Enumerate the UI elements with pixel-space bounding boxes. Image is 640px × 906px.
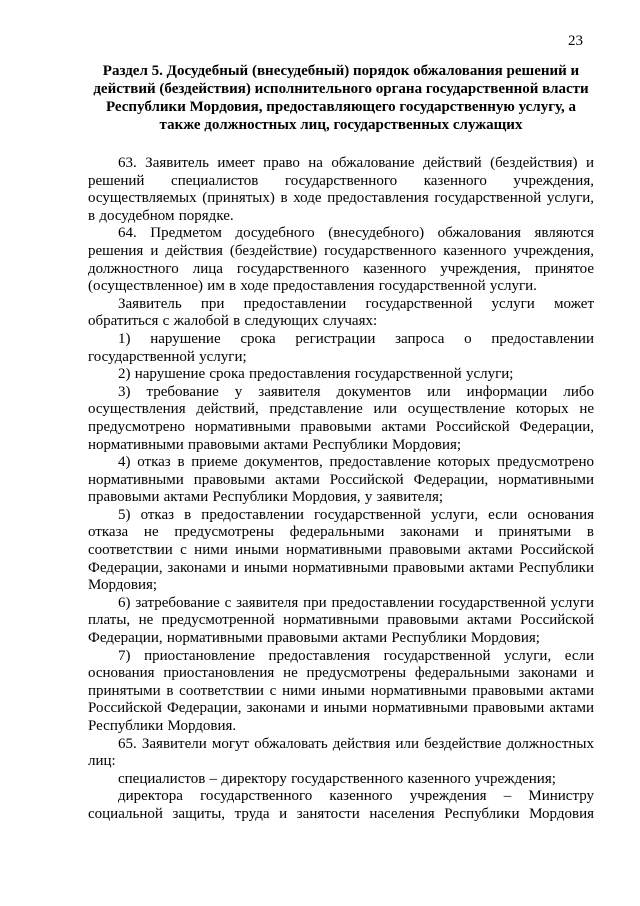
list-item-1: 1) нарушение срока регистрации запроса о предоставлении государственной услуги; — [88, 330, 594, 365]
list-item-4: 4) отказ в приеме документов, предоставление которых предусмотрено нормативными правовыми актами Российской Федерации, нормативными правовыми актами Республики Мордовия, у заявителя; — [88, 454, 594, 506]
section-title: Раздел 5. Досудебный (внесудебный) порядок обжалования решений и действий (бездействия) исполнительного органа государственной власти Республики Мордовия, предоставляющего государственную услугу, а также должностных лиц, государственных служащих — [93, 63, 589, 133]
paragraph-65: 65. Заявители могут обжаловать действия или бездействие должностных лиц: — [88, 735, 594, 770]
list-item-2: 2) нарушение срока предоставления государственной услуги; — [118, 366, 514, 383]
paragraph-officials-specialists: специалистов – директору государственного казенного учреждения; — [118, 770, 556, 787]
list-item-3: 3) требование у заявителя документов или информации либо осуществления действий, представление или осуществление которых не предусмотрено нормативными правовыми актами Российской Федерации, нормативными правовыми актами Республики Мордовия; — [88, 383, 594, 453]
document-body — [88, 155, 594, 824]
paragraph-officials-director: директора государственного казенного учреждения – Министру социальной защиты, труда и занятости населения Республики Мордовия — [88, 788, 594, 822]
page-number: 23 — [568, 33, 583, 49]
list-item-5: 5) отказ в предоставлении государственной услуги, если основания отказа не предусмотрены федеральными законами и принятыми в соответствии с ними иными нормативными правовыми актами Российской Федерации, законами и иными нормативными правовыми актами Республики Мордовия; — [88, 506, 594, 594]
list-item-7: 7) приостановление предоставления государственной услуги, если основания приостановления не предусмотрены федеральными законами и принятыми в соответствии с ними иными нормативными правовыми актами Российской Федерации, законами и иными нормативными правовыми актами Республики Мордовия. — [88, 647, 594, 734]
paragraph-complaint-cases-intro: Заявитель при предоставлении государственной услуги может обратиться с жалобой в следующих случаях: — [88, 295, 594, 330]
paragraph-64: 64. Предметом досудебного (внесудебного) обжалования являются решения и действия (бездействие) государственного казенного учреждения, должностного лица государственного казенного учреждения, принятое (осуществленное) им в ходе предоставления государственной услуги. — [88, 225, 594, 295]
list-item-6: 6) затребование с заявителя при предоставлении государственной услуги платы, не предусмотренной нормативными правовыми актами Российской Федерации, нормативными правовыми актами Республики Мордовия; — [88, 594, 594, 647]
paragraph-63: 63. Заявитель имеет право на обжалование действий (бездействия) и решений специалистов государственного казенного учреждения, осуществляемых (принятых) в ходе предоставления государственной услуги, в досудебном порядке. — [88, 155, 594, 224]
